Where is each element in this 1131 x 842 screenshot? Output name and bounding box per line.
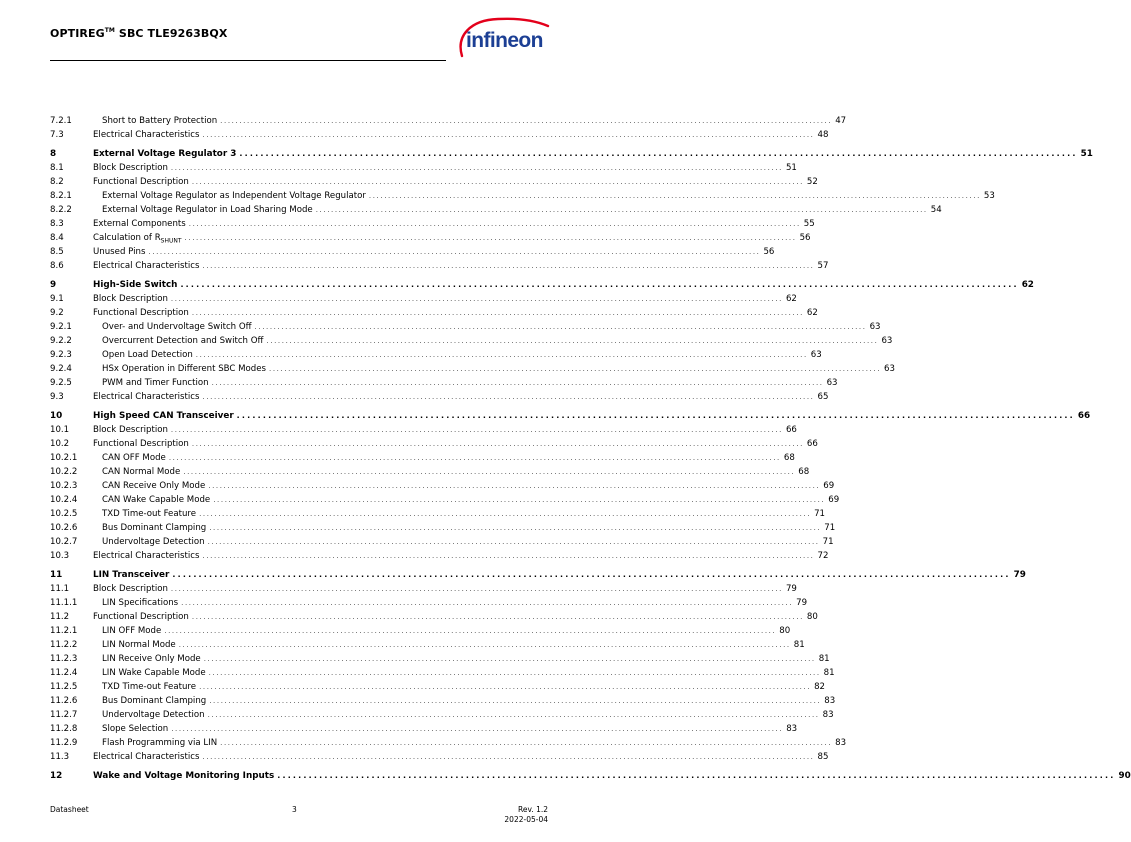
dot-leader: ................................................................................................................................................................	[209, 524, 822, 532]
revision-label: Rev. 1.2	[517, 805, 548, 814]
toc-entry-page: 63	[881, 336, 893, 346]
toc-entry-number: 11.2.6	[50, 696, 78, 706]
dot-leader: ................................................................................................................................................................	[209, 697, 822, 705]
toc-entry-page: 65	[817, 392, 829, 402]
toc-entry-page: 81	[793, 640, 805, 650]
toc-entry-title: Functional Description	[93, 177, 189, 187]
dot-leader: ................................................................................................................................................................	[368, 192, 981, 200]
toc-entry-number: 10.2.2	[50, 467, 78, 477]
toc-entry-number: 11.2.8	[50, 724, 78, 734]
toc-entry-number: 11.2.4	[50, 668, 78, 678]
toc-entry[interactable]	[50, 493, 840, 507]
toc-entry-page: 68	[798, 467, 810, 477]
toc-entry-subscript: SHUNT	[160, 237, 182, 245]
toc-entry-number: 7.3	[50, 130, 64, 140]
toc-entry-title: Wake and Voltage Monitoring Inputs	[93, 771, 275, 781]
toc-entry-number: 11.2.7	[50, 710, 78, 720]
toc-entry-title: CAN Wake Capable Mode	[102, 495, 211, 505]
toc-entry-number: 7.2.1	[50, 116, 72, 126]
toc-entry-title: Calculation of $R_{SHUNT}$	[93, 233, 182, 245]
document-title: OPTIREG™ SBC TLE9263BQX	[50, 27, 228, 40]
toc-entry-title: High Speed CAN Transceiver	[93, 411, 234, 421]
toc-entry-number: 11.1	[50, 584, 70, 594]
toc-entry-number: 9.3	[50, 392, 64, 402]
dot-leader: ................................................................................................................................................................	[178, 641, 791, 649]
toc-entry[interactable]	[50, 666, 835, 680]
dot-leader: ................................................................................................................................................................	[164, 627, 777, 635]
toc-entry[interactable]	[50, 437, 818, 451]
toc-entry-title: PWM and Timer Function	[102, 378, 209, 388]
dot-leader: ................................................................................................................................................................	[220, 117, 833, 125]
toc-entry[interactable]	[50, 479, 835, 493]
toc-entry-title: Functional Description	[93, 439, 189, 449]
page-number: 3	[292, 805, 297, 814]
toc-entry[interactable]	[50, 348, 822, 362]
toc-entry-page: 85	[817, 752, 829, 762]
toc-entry-page: 63	[826, 378, 838, 388]
toc-entry-title: LIN Transceiver	[93, 570, 170, 580]
dot-leader: ................................................................................................................................................................	[208, 669, 821, 677]
toc-entry[interactable]	[50, 128, 829, 142]
toc-entry-title: Functional Description	[93, 308, 189, 318]
toc-entry-number: 9	[50, 280, 57, 290]
toc-entry-page: 62	[785, 294, 797, 304]
toc-entry[interactable]	[50, 722, 798, 736]
toc-entry-number: 9.2	[50, 308, 64, 318]
dot-leader: ................................................................................................................................................................	[199, 510, 812, 518]
toc-entry[interactable]	[50, 451, 795, 465]
dot-leader: ................................................................................................................................................................	[170, 426, 783, 434]
toc-entry-title: Block Description	[93, 294, 168, 304]
toc-entry-page: 66	[1077, 411, 1091, 421]
dot-leader: ................................................................................................................................................................	[220, 739, 833, 747]
toc-entry-number: 12	[50, 771, 63, 781]
toc-entry[interactable]	[50, 549, 829, 563]
toc-entry-title: Bus Dominant Clamping	[102, 523, 207, 533]
toc-entry-number: 9.2.5	[50, 378, 72, 388]
toc-entry-page: 81	[823, 668, 835, 678]
toc-entry-title: Block Description	[93, 584, 168, 594]
toc-entry-page: 66	[785, 425, 797, 435]
dot-leader: ................................................................................................................................................................	[191, 440, 804, 448]
toc-entry-page: 56	[799, 233, 811, 243]
toc-entry-page: 79	[796, 598, 808, 608]
toc-entry[interactable]	[50, 320, 881, 334]
dot-leader: ................................................................................................................................................................	[171, 725, 784, 733]
toc-entry-title: Overcurrent Detection and Switch Off	[102, 336, 264, 346]
toc-entry-number: 10	[50, 411, 63, 421]
toc-entry-number: 10.2	[50, 439, 70, 449]
toc-entry-number: 9.2.1	[50, 322, 72, 332]
toc-entry-page: 71	[822, 537, 834, 547]
toc-entry-number: 9.2.4	[50, 364, 72, 374]
dot-leader: ................................................................................................................................................................	[184, 234, 797, 242]
dot-leader: ................................................................................................................................................................	[148, 248, 761, 256]
toc-entry[interactable]	[50, 638, 805, 652]
dot-leader: ................................................................................................................................................................	[239, 149, 1078, 158]
toc-entry-page: 79	[785, 584, 797, 594]
toc-entry[interactable]	[50, 231, 811, 245]
infineon-logo	[454, 16, 558, 60]
toc-entry-title: Functional Description	[93, 612, 189, 622]
toc-entry[interactable]	[50, 390, 829, 404]
dot-leader: ................................................................................................................................................................	[207, 538, 820, 546]
toc-chapter-entry[interactable]	[50, 278, 1034, 292]
toc-entry-title: Electrical Characteristics	[93, 130, 200, 140]
toc-entry-number: 8.3	[50, 219, 64, 229]
toc-entry-page: 53	[983, 191, 995, 201]
toc-entry-number: 11.2.3	[50, 654, 78, 664]
toc-entry-title: Over- and Undervoltage Switch Off	[102, 322, 252, 332]
toc-entry-page: 63	[884, 364, 895, 374]
dot-leader: ................................................................................................................................................................	[208, 482, 821, 490]
toc-entry-title: HSx Operation in Different SBC Modes	[102, 364, 267, 374]
toc-entry-page: 80	[806, 612, 818, 622]
toc-entry-title: Slope Selection	[102, 724, 169, 734]
dot-leader: ................................................................................................................................................................	[195, 351, 808, 359]
dot-leader: ................................................................................................................................................................	[191, 613, 804, 621]
toc-entry-title: Electrical Characteristics	[93, 261, 200, 271]
toc-entry-number: 11.2.2	[50, 640, 78, 650]
toc-entry-number: 10.2.3	[50, 481, 78, 491]
toc-entry[interactable]	[50, 596, 808, 610]
dot-leader: ................................................................................................................................................................	[168, 454, 781, 462]
toc-entry-number: 10.2.1	[50, 453, 78, 463]
toc-entry[interactable]	[50, 292, 797, 306]
toc-entry-title: TXD Time-out Feature	[102, 682, 197, 692]
toc-entry-page: 80	[779, 626, 791, 636]
toc-entry[interactable]	[50, 652, 830, 666]
dot-leader: ................................................................................................................................................................	[170, 164, 783, 172]
toc-entry-title: CAN Receive Only Mode	[102, 481, 206, 491]
toc-chapter-entry[interactable]	[50, 568, 1026, 582]
toc-entry-page: 82	[814, 682, 826, 692]
dot-leader: ................................................................................................................................................................	[202, 393, 815, 401]
toc-entry-title: External Voltage Regulator in Load Sharing Mode	[102, 205, 313, 215]
toc-entry[interactable]	[50, 507, 826, 521]
toc-entry[interactable]	[50, 203, 942, 217]
dot-leader: ................................................................................................................................................................	[183, 468, 796, 476]
dot-leader: ................................................................................................................................................................	[277, 771, 1116, 780]
toc-entry[interactable]	[50, 694, 836, 708]
dot-leader: ................................................................................................................................................................	[199, 683, 812, 691]
dot-leader: ................................................................................................................................................................	[172, 570, 1011, 579]
dot-leader: ................................................................................................................................................................	[266, 337, 879, 345]
toc-entry[interactable]	[50, 423, 797, 437]
toc-entry-page: 90	[1118, 771, 1131, 781]
header-rule	[50, 60, 446, 61]
dot-leader: ................................................................................................................................................................	[180, 280, 1019, 289]
toc-entry-number: 8.1	[50, 163, 64, 173]
toc-entry-number: 8.4	[50, 233, 64, 243]
toc-entry-title: Unused Pins	[93, 247, 146, 257]
toc-entry[interactable]	[50, 708, 834, 722]
toc-entry-page: 83	[835, 738, 847, 748]
toc-entry-page: 56	[763, 247, 775, 257]
toc-entry-title: Electrical Characteristics	[93, 392, 200, 402]
toc-entry-number: 10.3	[50, 551, 70, 561]
dot-leader: ................................................................................................................................................................	[211, 379, 824, 387]
toc-entry-title: External Voltage Regulator as Independent Voltage Regulator	[102, 191, 366, 201]
toc-entry-title: Flash Programming via LIN	[102, 738, 218, 748]
toc-entry[interactable]	[50, 376, 838, 390]
toc-entry-page: 83	[822, 710, 834, 720]
dot-leader: ................................................................................................................................................................	[236, 411, 1075, 420]
toc-entry-number: 10.2.7	[50, 537, 78, 547]
toc-entry-page: 51	[1080, 149, 1093, 159]
dot-leader: ................................................................................................................................................................	[213, 496, 826, 504]
toc-entry-title: Electrical Characteristics	[93, 752, 200, 762]
toc-entry-title: LIN Specifications	[102, 598, 179, 608]
toc-entry-number: 8	[50, 149, 57, 159]
toc-entry-number: 9.2.3	[50, 350, 72, 360]
toc-entry[interactable]	[50, 175, 818, 189]
toc-entry-number: 9.2.2	[50, 336, 72, 346]
dot-leader: ................................................................................................................................................................	[191, 178, 804, 186]
toc-entry-page: 57	[817, 261, 829, 271]
toc-entry[interactable]	[50, 736, 847, 750]
toc-entry-title: Block Description	[93, 425, 168, 435]
toc-entry-number: 9.1	[50, 294, 64, 304]
toc-entry-number: 10.2.5	[50, 509, 78, 519]
toc-entry[interactable]	[50, 680, 826, 694]
toc-entry[interactable]	[50, 750, 829, 764]
toc-entry-title: TXD Time-out Feature	[102, 509, 197, 519]
toc-entry[interactable]	[50, 245, 775, 259]
toc-entry-title: External Voltage Regulator 3	[93, 149, 237, 159]
toc-entry-number: 11.3	[50, 752, 70, 762]
toc-entry[interactable]	[50, 334, 893, 348]
toc-entry-number: 11.1.1	[50, 598, 78, 608]
toc-entry-number: 11.2	[50, 612, 70, 622]
toc-entry-title: Bus Dominant Clamping	[102, 696, 207, 706]
toc-chapter-entry[interactable]	[50, 409, 1091, 423]
toc-entry[interactable]	[50, 362, 895, 376]
revision-date: 2022-05-04	[504, 815, 548, 824]
toc-entry[interactable]	[50, 624, 791, 638]
toc-entry-page: 69	[828, 495, 840, 505]
table-of-contents	[50, 114, 1131, 783]
toc-entry-page: 63	[810, 350, 822, 360]
toc-entry[interactable]	[50, 582, 797, 596]
toc-entry-page: 83	[824, 696, 836, 706]
toc-entry-number: 8.6	[50, 261, 64, 271]
toc-entry-page: 63	[869, 322, 881, 332]
toc-entry-number: 8.5	[50, 247, 64, 257]
dot-leader: ................................................................................................................................................................	[191, 309, 804, 317]
toc-entry-title: High-Side Switch	[93, 280, 178, 290]
toc-entry-page: 69	[823, 481, 835, 491]
toc-entry-page: 52	[806, 177, 818, 187]
footer-revision	[504, 805, 548, 825]
toc-entry-number: 11.2.1	[50, 626, 78, 636]
toc-entry-title: LIN Normal Mode	[102, 640, 176, 650]
toc-chapter-entry[interactable]	[50, 147, 1093, 161]
toc-entry[interactable]	[50, 161, 797, 175]
dot-leader: ................................................................................................................................................................	[202, 552, 815, 560]
toc-entry-page: 62	[1021, 280, 1034, 290]
toc-entry-title: External Components	[93, 219, 186, 229]
toc-entry-title: Electrical Characteristics	[93, 551, 200, 561]
toc-entry-page: 62	[806, 308, 818, 318]
toc-entry-title: Short to Battery Protection	[102, 116, 218, 126]
toc-entry-title: Open Load Detection	[102, 350, 193, 360]
dot-leader: ................................................................................................................................................................	[170, 585, 783, 593]
dot-leader: ................................................................................................................................................................	[202, 131, 815, 139]
toc-entry-title: Undervoltage Detection	[102, 710, 205, 720]
toc-entry[interactable]	[50, 259, 829, 273]
toc-entry-title: CAN OFF Mode	[102, 453, 166, 463]
toc-entry-number: 11	[50, 570, 63, 580]
toc-entry[interactable]	[50, 610, 818, 624]
toc-entry-title: CAN Normal Mode	[102, 467, 181, 477]
toc-entry-number: 11.2.9	[50, 738, 78, 748]
toc-entry-number: 10.2.6	[50, 523, 78, 533]
toc-entry-page: 72	[817, 551, 829, 561]
toc-entry-number: 10.1	[50, 425, 70, 435]
toc-entry[interactable]	[50, 189, 995, 203]
dot-leader: ................................................................................................................................................................	[203, 655, 816, 663]
dot-leader: ................................................................................................................................................................	[202, 753, 815, 761]
toc-entry-number: 11.2.5	[50, 682, 78, 692]
toc-entry-number: 8.2	[50, 177, 64, 187]
toc-entry-page: 51	[785, 163, 797, 173]
dot-leader: ................................................................................................................................................................	[170, 295, 783, 303]
dot-leader: ................................................................................................................................................................	[269, 365, 882, 373]
dot-leader: ................................................................................................................................................................	[315, 206, 928, 214]
toc-entry-page: 79	[1013, 570, 1026, 580]
dot-leader: ................................................................................................................................................................	[254, 323, 867, 331]
dot-leader: ................................................................................................................................................................	[207, 711, 820, 719]
toc-entry-title: LIN Receive Only Mode	[102, 654, 201, 664]
footer-doc-type: Datasheet	[50, 805, 89, 814]
dot-leader: ................................................................................................................................................................	[188, 220, 801, 228]
toc-entry[interactable]	[50, 217, 815, 231]
toc-chapter-entry[interactable]	[50, 769, 1131, 783]
toc-entry[interactable]	[50, 114, 847, 128]
toc-entry-page: 47	[835, 116, 847, 126]
toc-entry-page: 71	[824, 523, 836, 533]
toc-entry-page: 68	[783, 453, 795, 463]
toc-entry-page: 81	[818, 654, 830, 664]
logo-text: infineon	[466, 29, 543, 52]
toc-entry-number: 8.2.2	[50, 205, 72, 215]
dot-leader: ................................................................................................................................................................	[202, 262, 815, 270]
toc-entry-title: Block Description	[93, 163, 168, 173]
toc-entry[interactable]	[50, 465, 810, 479]
toc-entry-title: Undervoltage Detection	[102, 537, 205, 547]
toc-entry-number: 10.2.4	[50, 495, 78, 505]
toc-entry[interactable]	[50, 306, 818, 320]
toc-entry-title: LIN Wake Capable Mode	[102, 668, 206, 678]
toc-entry-page: 54	[930, 205, 942, 215]
toc-entry[interactable]	[50, 521, 836, 535]
toc-entry-number: 8.2.1	[50, 191, 72, 201]
toc-entry-page: 71	[814, 509, 826, 519]
toc-entry-page: 55	[803, 219, 815, 229]
toc-entry-page: 48	[817, 130, 829, 140]
toc-entry-page: 66	[806, 439, 818, 449]
toc-entry-title: LIN OFF Mode	[102, 626, 162, 636]
dot-leader: ................................................................................................................................................................	[181, 599, 794, 607]
toc-entry-page: 83	[786, 724, 798, 734]
toc-entry[interactable]	[50, 535, 834, 549]
